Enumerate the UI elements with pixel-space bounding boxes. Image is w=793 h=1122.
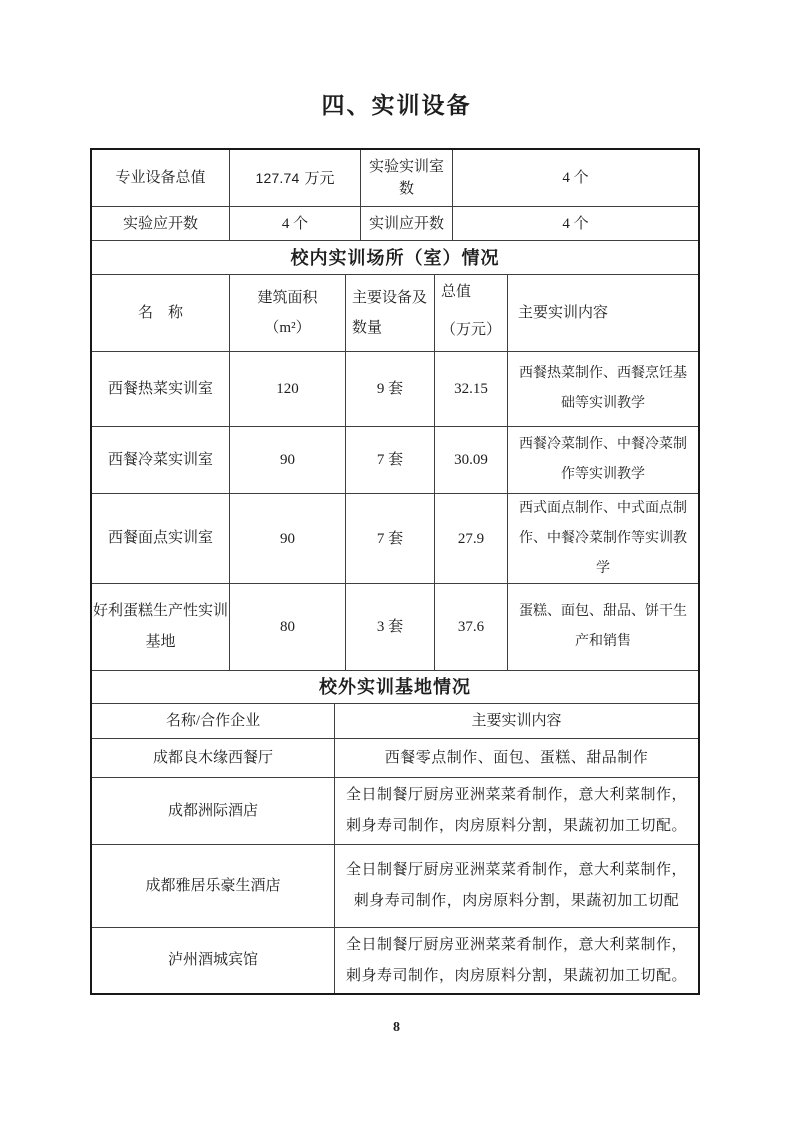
offcampus-row xyxy=(92,844,698,927)
column-header-partner-name: 名称/合作企业 xyxy=(165,713,261,729)
value-cell: 30.09 xyxy=(434,427,507,493)
offcampus-row xyxy=(92,927,698,993)
content-cell: 全日制餐厅厨房亚洲菜菜肴制作，意大利菜制作，刺身寿司制作，肉房原料分割，果蔬初加工切配。 xyxy=(334,928,698,993)
content-cell: 西式面点制作、中式面点制作、中餐冷菜制作等实训教学 xyxy=(507,494,698,583)
summary-row-1 xyxy=(92,150,698,206)
equipment-cell: 9 套 xyxy=(345,352,434,426)
offcampus-section-title-row xyxy=(92,670,698,703)
column-header-value-line2: （万元） xyxy=(441,322,502,338)
value-cell: 32.15 xyxy=(434,352,507,426)
summary-label-cell: 实验应开数 xyxy=(122,215,198,232)
value-cell: 27.9 xyxy=(434,494,507,583)
partner-name-cell: 成都雅居乐豪生酒店 xyxy=(145,877,281,894)
column-header-content: 主要实训内容 xyxy=(507,275,698,351)
equipment-cell: 7 套 xyxy=(345,427,434,493)
room-name-cell: 西餐冷菜实训室 xyxy=(107,451,213,468)
partner-name-cell: 成都洲际酒店 xyxy=(167,802,258,819)
summary-value-cell: 4 个 xyxy=(229,207,360,240)
partner-name-cell: 泸州酒城宾馆 xyxy=(167,952,258,968)
column-header-value xyxy=(434,275,507,351)
summary-row-2 xyxy=(92,206,698,240)
summary-label-cell: 专业设备总值 xyxy=(115,170,206,186)
page-number: 8 xyxy=(393,1020,400,1035)
value-cell: 37.6 xyxy=(434,584,507,670)
summary-label-cell: 实验实训室数 xyxy=(360,150,452,206)
campus-section-title-row xyxy=(92,240,698,274)
column-header-name: 名 称 xyxy=(137,305,183,321)
area-cell: 120 xyxy=(229,352,345,426)
training-equipment-table xyxy=(90,148,700,995)
content-cell: 全日制餐厅厨房亚洲菜菜肴制作，意大利菜制作，刺身寿司制作，肉房原料分割，果蔬初加工切配 xyxy=(334,845,698,927)
content-cell: 西餐热菜制作、西餐烹饪基础等实训教学 xyxy=(507,352,698,426)
summary-value-cell: 4 个 xyxy=(452,207,698,240)
summary-value-cell xyxy=(229,150,360,206)
campus-section-title: 校内实训场所（室）情况 xyxy=(290,247,500,268)
column-header-partner-content: 主要实训内容 xyxy=(334,704,698,738)
area-cell: 90 xyxy=(229,427,345,493)
campus-row xyxy=(92,426,698,493)
equipment-cell: 3 套 xyxy=(345,584,434,670)
column-header-area-line1: 建筑面积 xyxy=(257,290,318,306)
campus-row xyxy=(92,583,698,670)
summary-label-cell: 实训应开数 xyxy=(360,207,452,240)
campus-row xyxy=(92,351,698,426)
column-header-value-line1: 总值 xyxy=(441,284,472,300)
campus-row xyxy=(92,493,698,583)
offcampus-row xyxy=(92,738,698,777)
content-cell: 西餐零点制作、面包、蛋糕、甜品制作 xyxy=(334,739,698,777)
area-cell: 80 xyxy=(229,584,345,670)
column-header-equipment-line1: 主要设备及 xyxy=(352,290,428,306)
equipment-total-unit: 万元 xyxy=(304,170,335,187)
partner-name-cell: 成都良木缘西餐厅 xyxy=(152,749,273,766)
offcampus-section-title: 校外实训基地情况 xyxy=(319,677,471,697)
column-header-area xyxy=(229,275,345,351)
room-name-cell: 好利蛋糕生产性实训基地 xyxy=(92,603,228,650)
equipment-cell: 7 套 xyxy=(345,494,434,583)
room-name-cell: 西餐热菜实训室 xyxy=(107,380,213,397)
campus-header-row xyxy=(92,274,698,351)
column-header-equipment-line2: 数量 xyxy=(352,320,383,336)
column-header-area-line2: （m²） xyxy=(264,320,311,336)
content-cell: 全日制餐厅厨房亚洲菜菜肴制作，意大利菜制作，刺身寿司制作，肉房原料分割，果蔬初加工切配。 xyxy=(334,778,698,844)
content-cell: 西餐冷菜制作、中餐冷菜制作等实训教学 xyxy=(507,427,698,493)
summary-value-cell: 4 个 xyxy=(452,150,698,206)
column-header-equipment xyxy=(345,275,434,351)
offcampus-header-row xyxy=(92,703,698,738)
area-cell: 90 xyxy=(229,494,345,583)
page-title: 四、实训设备 xyxy=(321,92,472,118)
room-name-cell: 西餐面点实训室 xyxy=(107,530,213,546)
offcampus-row xyxy=(92,777,698,844)
content-cell: 蛋糕、面包、甜品、饼干生产和销售 xyxy=(507,584,698,670)
equipment-total-value: 127.74 xyxy=(255,169,300,186)
